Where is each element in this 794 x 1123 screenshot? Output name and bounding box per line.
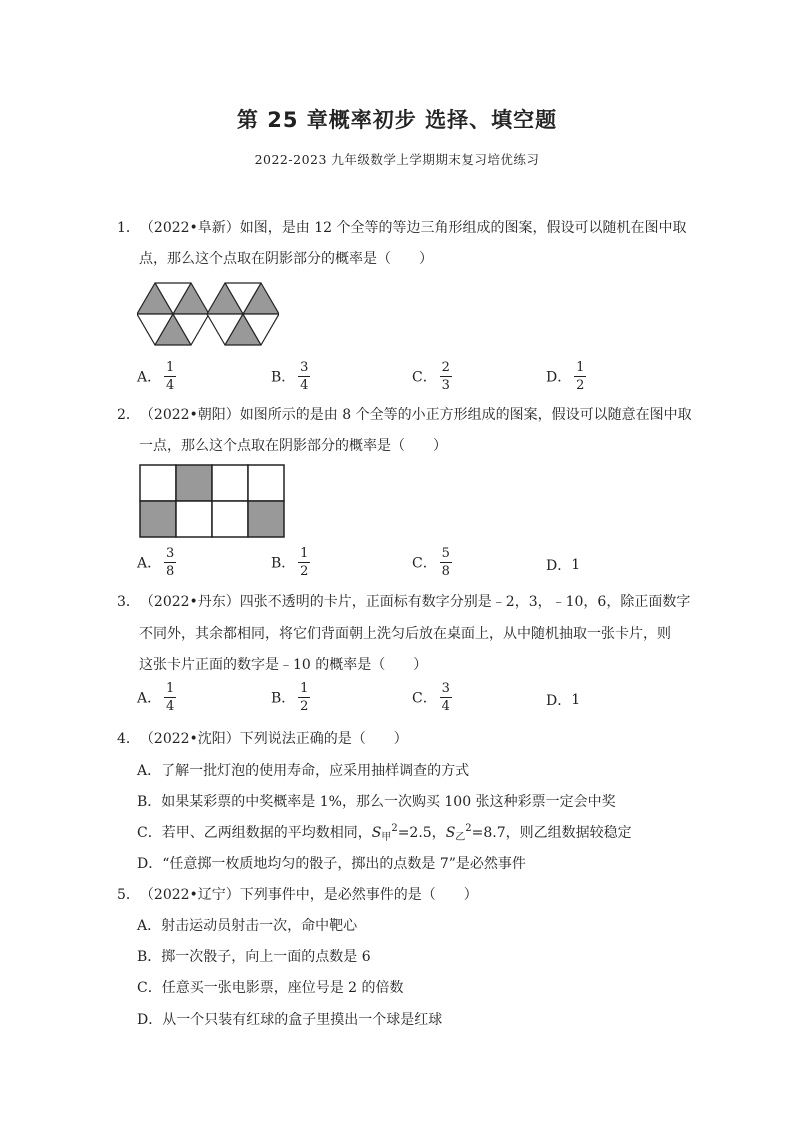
q5-option-b[interactable]: B．掷一次骰子，向上一面的点数是 6	[137, 949, 371, 965]
document-title: 第 25 章概率初步 选择、填空题	[236, 108, 558, 132]
q2-line-1: 2．（2022•朝阳）如图所示的是由 8 个全等的小正方形组成的图案，假设可以随意在图中取	[117, 404, 692, 424]
q5-option-a[interactable]: A．射击运动员射击一次，命中靶心	[137, 918, 358, 934]
q4-number: 4．	[117, 731, 140, 747]
fraction: $\frac{1}{2}$	[576, 360, 585, 393]
q1-line-2: 点，那么这个点取在阴影部分的概率是（ ）	[139, 251, 433, 267]
q1-option-b[interactable]: B． $\frac{3}{4}$	[271, 360, 309, 393]
q3-number: 3．	[117, 594, 140, 610]
q1-option-d[interactable]: D． $\frac{1}{2}$	[546, 360, 585, 393]
q2-blank-square	[248, 465, 284, 501]
q1-option-c[interactable]: C． $\frac{2}{3}$	[412, 360, 450, 393]
q3-line-1: 3．（2022•丹东）四张不透明的卡片，正面标有数字分别是﹣2，3，﹣10，6，除正面数字	[117, 591, 690, 611]
fraction: $\frac{3}{8}$	[165, 546, 175, 579]
q5-line-1: 5．（2022•辽宁）下列事件中，是必然事件的是（ ）	[117, 884, 478, 904]
q2-blank-square	[212, 465, 248, 501]
q2-option-c[interactable]: C． $\frac{5}{8}$	[412, 546, 450, 579]
q2-option-b[interactable]: B． $\frac{1}{2}$	[271, 546, 309, 579]
q2-line-2: 一点，那么这个点取在阴影部分的概率是（ ）	[139, 438, 447, 454]
q2-blank-square	[140, 465, 176, 501]
q1-line-1: 1．（2022•阜新）如图，是由 12 个全等的等边三角形组成的图案，假设可以随机在图中取	[117, 217, 687, 237]
q2-shaded-square	[140, 501, 176, 537]
q3-option-c[interactable]: C． $\frac{3}{4}$	[412, 681, 450, 714]
q2-blank-square	[212, 501, 248, 537]
q2-shaded-square	[248, 501, 284, 537]
q3-line-2: 不同外，其余都相同，将它们背面朝上洗匀后放在桌面上，从中随机抽取一张卡片，则	[139, 626, 671, 642]
q5-option-c[interactable]: C．任意买一张电影票，座位号是 2 的倍数	[137, 980, 404, 996]
fraction: $\frac{3}{4}$	[300, 360, 309, 393]
q2-grid-figure	[138, 463, 286, 541]
q2-blank-square	[176, 501, 212, 537]
q4-option-d[interactable]: D．“任意掷一枚质地均匀的骰子，掷出的点数是 7”是必然事件	[137, 856, 526, 872]
q2-option-a[interactable]: A． $\frac{3}{8}$	[137, 546, 175, 579]
fraction: $\frac{1}{4}$	[165, 681, 175, 714]
q1-hexagon-figure	[137, 271, 279, 357]
q2-option-d[interactable]: D．1	[546, 557, 581, 574]
fraction: $\frac{3}{4}$	[441, 681, 450, 714]
q3-line-3: 这张卡片正面的数字是﹣10 的概率是（ ）	[139, 657, 428, 673]
q3-option-a[interactable]: A． $\frac{1}{4}$	[137, 681, 175, 714]
q4-line-1: 4．（2022•沈阳）下列说法正确的是（ ）	[117, 728, 408, 748]
q4-option-b[interactable]: B．如果某彩票的中奖概率是 1%，那么一次购买 100 张这种彩票一定会中奖	[137, 794, 616, 810]
fraction: $\frac{2}{3}$	[441, 360, 450, 393]
fraction: $\frac{5}{8}$	[441, 546, 450, 579]
q4-option-a[interactable]: A．了解一批灯泡的使用寿命，应采用抽样调查的方式	[137, 763, 470, 779]
fraction: $\frac{1}{2}$	[300, 546, 309, 579]
q3-option-d[interactable]: D．1	[546, 692, 581, 709]
q3-option-b[interactable]: B． $\frac{1}{2}$	[271, 681, 309, 714]
fraction: $\frac{1}{4}$	[165, 360, 175, 393]
q5-option-d[interactable]: D．从一个只装有红球的盒子里摸出一个球是红球	[137, 1012, 443, 1028]
q2-number: 2．	[117, 407, 140, 423]
q1-number: 1．	[117, 220, 140, 236]
document-subtitle: 2022-2023 九年级数学上学期期末复习培优练习	[254, 152, 540, 167]
q4-option-c[interactable]: C．若甲、乙两组数据的平均数相同，$S_甲^2=2.5$，$S_乙^2=8.7$，则乙组数据较稳定	[137, 823, 632, 843]
q1-option-a[interactable]: A． $\frac{1}{4}$	[137, 360, 175, 393]
fraction: $\frac{1}{2}$	[300, 681, 309, 714]
q5-number: 5．	[117, 887, 140, 903]
q2-shaded-square	[176, 465, 212, 501]
